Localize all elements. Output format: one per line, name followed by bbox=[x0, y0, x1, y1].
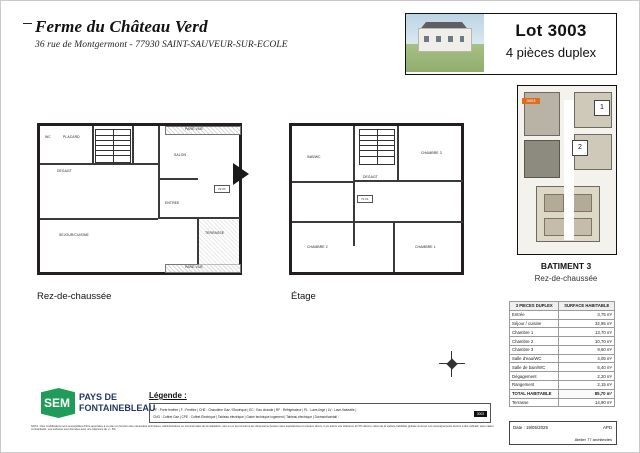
wall-left bbox=[37, 123, 40, 275]
partition bbox=[292, 221, 354, 223]
partition bbox=[92, 126, 94, 164]
lot-type: 4 pièces duplex bbox=[505, 45, 597, 60]
logo-line2: FONTAINEBLEAU bbox=[79, 403, 156, 413]
table-header-row bbox=[510, 302, 615, 311]
site-lot-number: 3003 bbox=[526, 98, 536, 103]
pare-vue-label: PARE-VUE bbox=[185, 265, 203, 269]
building-photo bbox=[406, 14, 484, 72]
lot-text bbox=[490, 21, 612, 60]
room-label: SALON bbox=[174, 153, 186, 157]
table-row bbox=[510, 319, 615, 328]
partition bbox=[292, 181, 354, 183]
wall-bottom bbox=[289, 272, 464, 275]
table-row bbox=[510, 337, 615, 346]
indice-value: APD bbox=[602, 425, 612, 430]
cell-area: 32,95 m² bbox=[559, 319, 615, 328]
partition bbox=[353, 221, 463, 223]
pare-vue-label: PARE-VUE bbox=[185, 127, 203, 131]
room-label: TERRASSE bbox=[205, 231, 225, 235]
date-value: 19/05/2025 bbox=[525, 425, 548, 430]
ground-floor-plan bbox=[37, 123, 267, 275]
building-subtitle: Rez-de-chaussée bbox=[534, 274, 598, 283]
pare-vue-top bbox=[165, 126, 241, 135]
table-row bbox=[510, 363, 615, 372]
table-row bbox=[510, 372, 615, 381]
title-rule bbox=[23, 23, 32, 24]
cell-room: Salle d'eau/WC bbox=[510, 354, 559, 363]
cell-room: Salle de bain/WC bbox=[510, 363, 559, 372]
logo-line1: PAYS DE bbox=[79, 392, 118, 402]
ground-dimension: 29.83 bbox=[214, 185, 230, 193]
table-row bbox=[510, 345, 615, 354]
site-path bbox=[564, 100, 574, 240]
staircase bbox=[359, 129, 395, 165]
compass-icon bbox=[439, 351, 465, 377]
cell-room: Entrée bbox=[510, 310, 559, 319]
partition bbox=[353, 180, 463, 182]
cell-room: Dégagement bbox=[510, 372, 559, 381]
room-label: DEGAGT bbox=[57, 169, 72, 173]
wall-right bbox=[239, 123, 242, 275]
room-label: SEJOUR/CUISINE bbox=[59, 233, 89, 237]
legend-lot-badge: 3003 bbox=[474, 411, 487, 417]
th-surface: SURFACE HABITABLE bbox=[559, 302, 615, 311]
cell-room: Rangement bbox=[510, 381, 559, 390]
cell-room: Séjour / cuisine bbox=[510, 319, 559, 328]
photo-window bbox=[448, 36, 453, 42]
partition bbox=[397, 126, 399, 181]
lot-box bbox=[405, 13, 617, 75]
date-label-text: Date : bbox=[513, 425, 525, 430]
upper-dimension: 79.91 bbox=[357, 195, 373, 203]
logo bbox=[41, 387, 156, 421]
site-block bbox=[544, 194, 564, 212]
room-label: CHAMBRE 1 bbox=[415, 245, 436, 249]
surface-table bbox=[509, 301, 615, 407]
date-box bbox=[509, 421, 617, 445]
partition bbox=[158, 178, 198, 180]
building-title: BATIMENT 3 bbox=[540, 261, 592, 271]
cell-area: 13,70 m² bbox=[559, 328, 615, 337]
cell-total-label: TOTAL HABITABLE bbox=[510, 389, 559, 398]
cell-area: 14,90 m² bbox=[559, 398, 615, 407]
partition bbox=[158, 217, 240, 219]
disclaimer-text: NOTA : Des modifications sont susceptibles d'être apportées à ce plan en fonction des nécessités techniques, administratives ou commerciales de la réalisation, tant en ce qui concerne les dimensions (toutes cotes équivalentes et réseaux divers, il est admis une tolérance de 5% dans le calcul de la surface habitable globale du local. Les renseignements fournis à titre indicatif, sans valeur contractuelle. Les surfaces sont données avec une tolérance de +/- 5%. bbox=[31, 425, 494, 432]
terrace-surface bbox=[199, 220, 239, 272]
photo-window bbox=[436, 36, 441, 42]
logo-sem-text: SEM bbox=[44, 396, 71, 410]
project-address: 36 rue de Montgermont - 77930 SAINT-SAUVEUR-SUR-ECOLE bbox=[35, 40, 288, 50]
architect-name: Atelier 77 architectes bbox=[574, 437, 612, 442]
upper-floor-plan bbox=[289, 123, 469, 275]
table-row bbox=[510, 398, 615, 407]
project-title: Ferme du Château Verd bbox=[35, 17, 208, 36]
cell-area: 2,20 m² bbox=[559, 372, 615, 381]
legend-line: CNG : Coffret Gaz | CPE : Coffret Electrique | Tableau électrique | Gaine technique logement | Tableau électrique | Dormant/vantail : bbox=[153, 415, 339, 419]
cell-room: Terrasse bbox=[510, 398, 559, 407]
wall-left bbox=[289, 123, 292, 275]
table-total-row bbox=[510, 389, 615, 398]
cell-area: 6,40 m² bbox=[559, 363, 615, 372]
room-label: WC bbox=[45, 135, 51, 139]
lot-number: Lot 3003 bbox=[515, 21, 587, 40]
partition bbox=[132, 126, 134, 164]
cell-room: Chambre 1 bbox=[510, 328, 559, 337]
room-label: ENTREE bbox=[165, 201, 180, 205]
legend-box bbox=[149, 403, 491, 423]
cell-area: 3,75 m² bbox=[559, 310, 615, 319]
table-row bbox=[510, 310, 615, 319]
view-direction-marker bbox=[233, 163, 249, 185]
cell-area: 2,15 m² bbox=[559, 381, 615, 390]
upper-plan-label: Étage bbox=[291, 291, 316, 302]
photo-window bbox=[424, 36, 429, 42]
ground-plan-label: Rez-de-chaussée bbox=[37, 291, 112, 302]
cell-area: 4,05 m² bbox=[559, 354, 615, 363]
date-label bbox=[513, 425, 548, 430]
room-label: SdB/WC bbox=[307, 155, 321, 159]
staircase bbox=[95, 129, 131, 163]
site-marker-2: 2 bbox=[572, 140, 588, 156]
wall-right bbox=[461, 123, 464, 275]
site-block-highlight bbox=[524, 140, 560, 178]
cell-area: 10,70 m² bbox=[559, 337, 615, 346]
room-label: CHAMBRE 3 bbox=[421, 151, 442, 155]
wall-top bbox=[289, 123, 464, 126]
cell-area: 9,60 m² bbox=[559, 345, 615, 354]
table-row bbox=[510, 328, 615, 337]
photo-window bbox=[460, 36, 464, 42]
th-type: 3 PIECES DUPLEX bbox=[510, 302, 559, 311]
legend-title: Légende : bbox=[149, 391, 187, 400]
partition bbox=[353, 126, 355, 246]
building-info bbox=[517, 261, 615, 293]
partition bbox=[393, 221, 395, 272]
cell-room: Chambre 3 bbox=[510, 345, 559, 354]
cell-room: Chambre 2 bbox=[510, 337, 559, 346]
partition bbox=[40, 163, 160, 165]
partition bbox=[40, 218, 158, 220]
room-label: CHAMBRE 2 bbox=[307, 245, 328, 249]
site-plan bbox=[517, 85, 617, 255]
legend-line: PF : Porte fenêtre | F : Fenêtre | CHE : Chaudière Gaz / Electrique | EC : Eau chaude | RF : Réfrigérateur | PL : Lave-linge | LV : Lave-Vaisselle | bbox=[153, 408, 357, 412]
table-row bbox=[510, 354, 615, 363]
room-label: PLACARD bbox=[63, 135, 80, 139]
cell-total-value: 85,70 m² bbox=[559, 389, 615, 398]
site-marker-1: 1 bbox=[594, 100, 610, 116]
room-label: DEGAGT bbox=[363, 175, 378, 179]
partition bbox=[158, 126, 160, 218]
table-row bbox=[510, 381, 615, 390]
